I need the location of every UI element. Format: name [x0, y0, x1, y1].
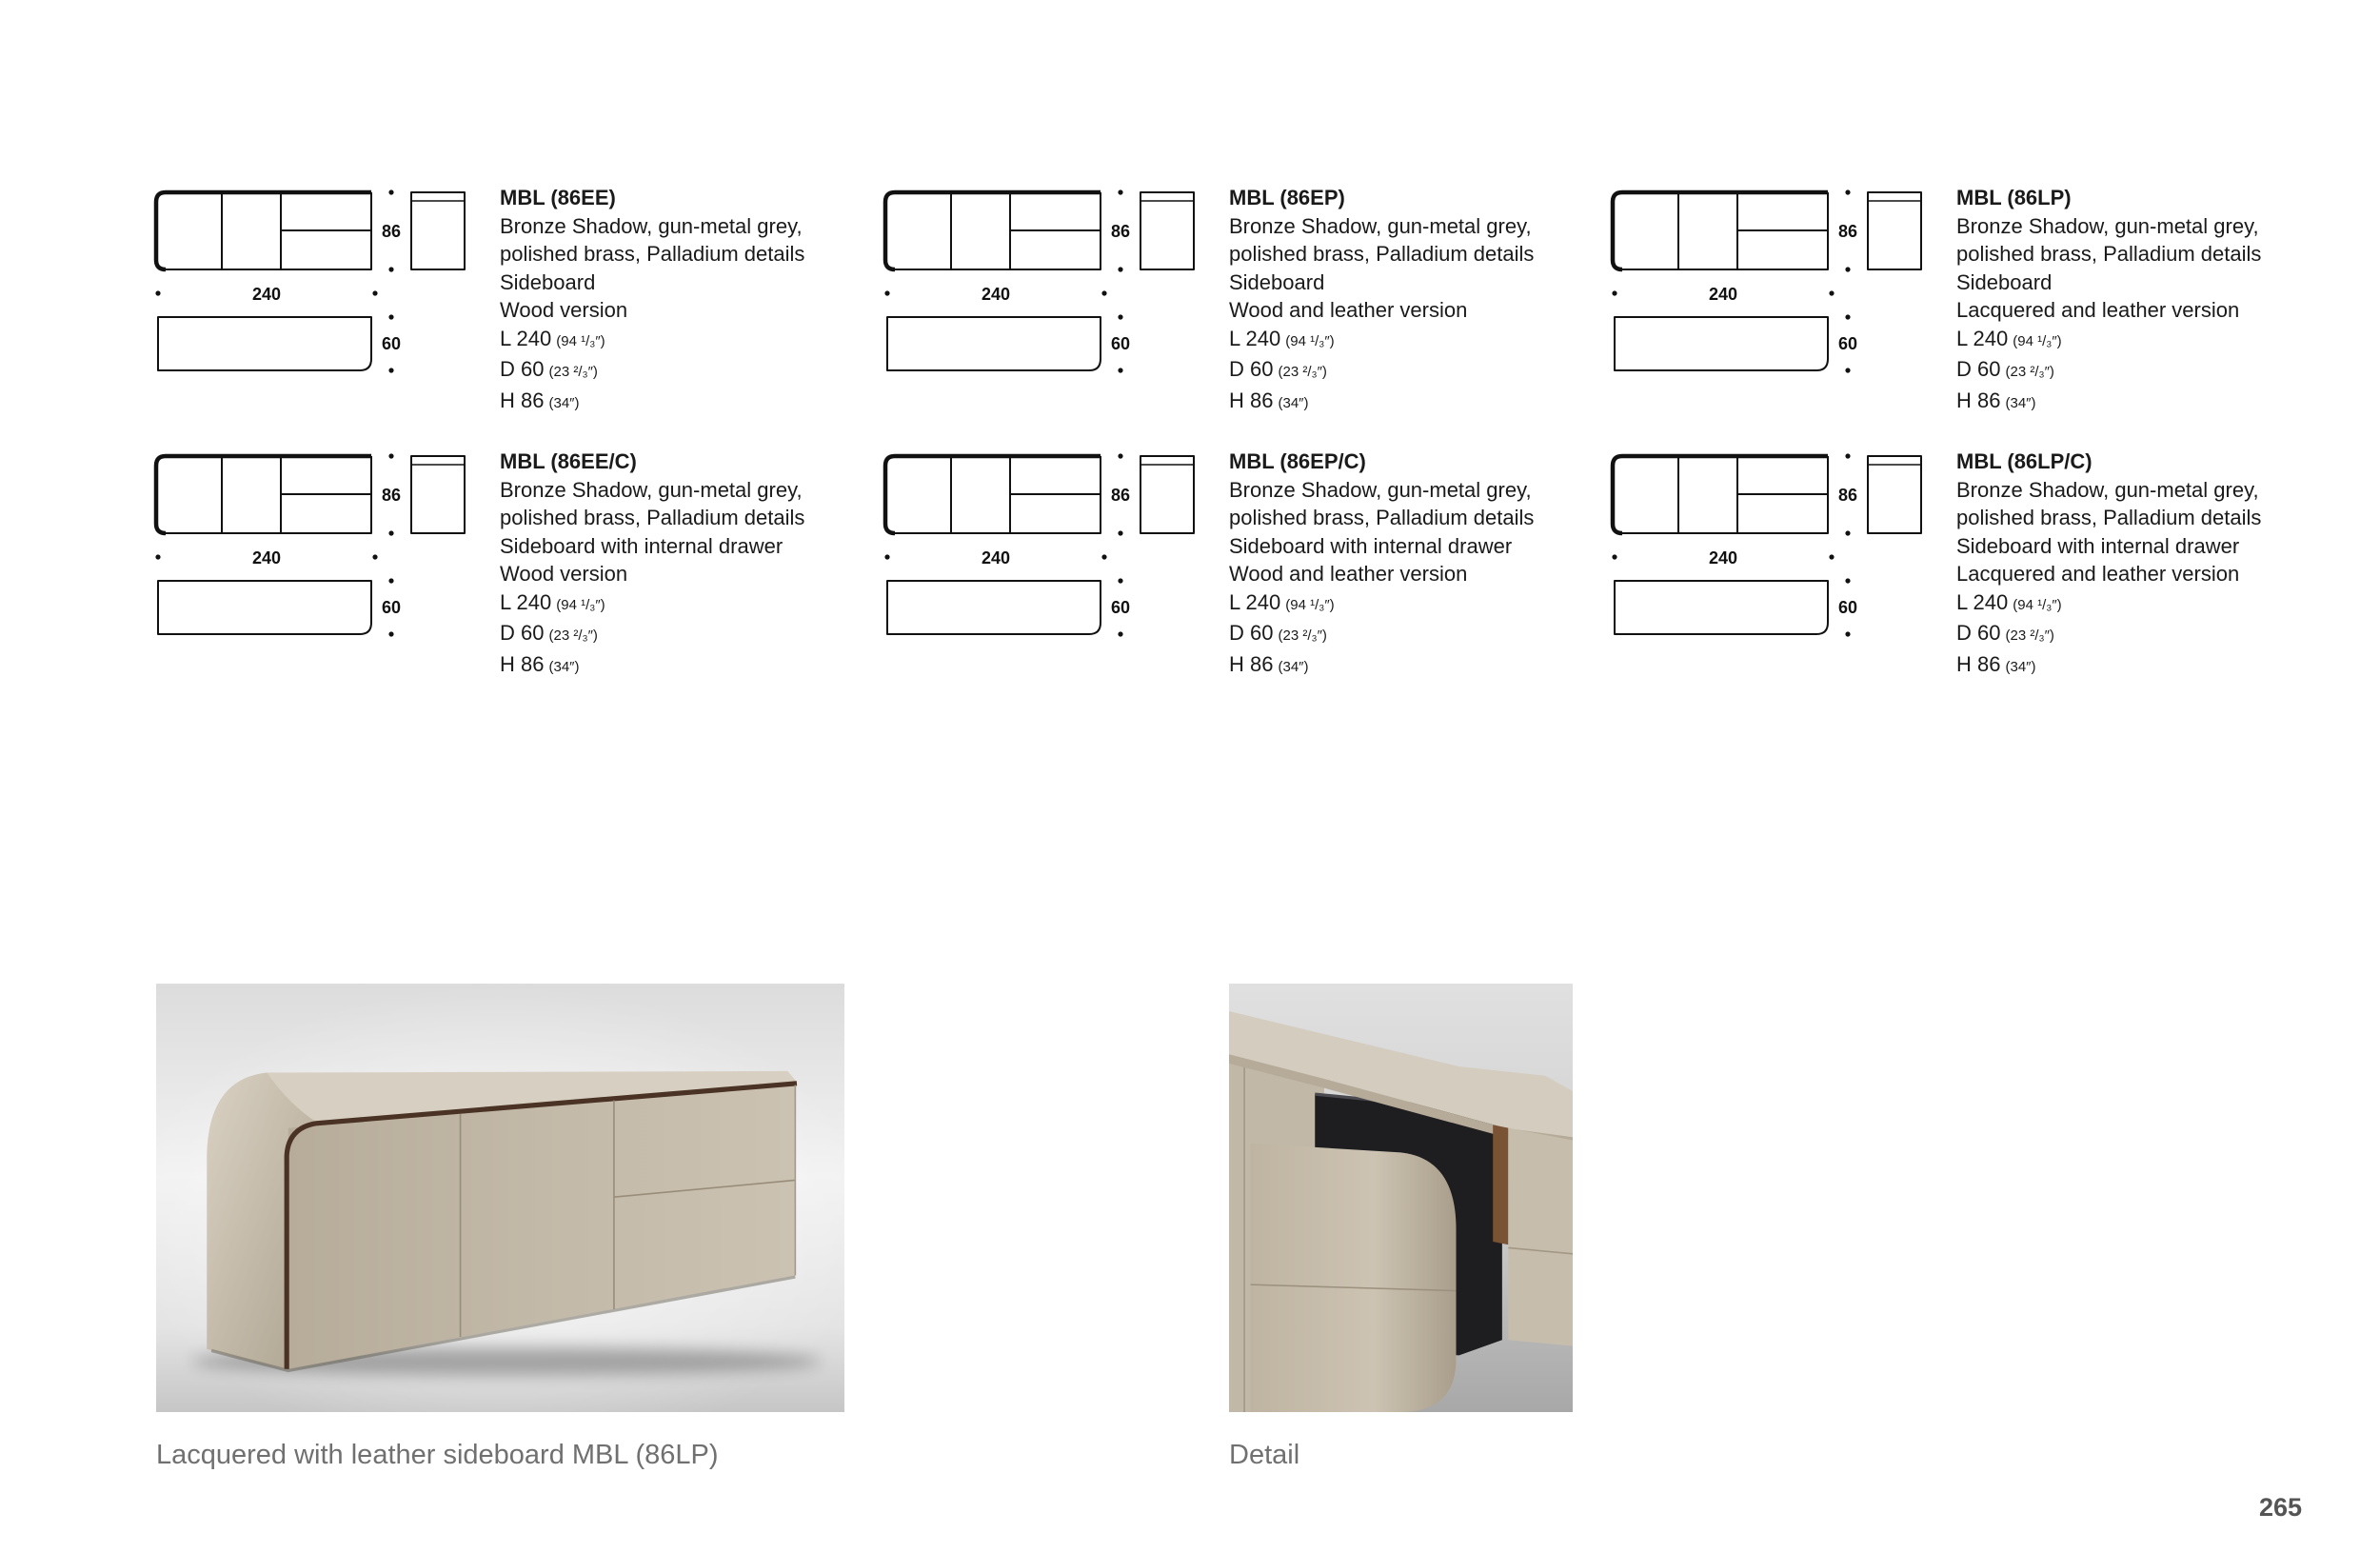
finish-line-1: Bronze Shadow, gun-metal grey,	[1229, 477, 1532, 502]
length-imperial: (94 ¹/₃″)	[556, 596, 605, 613]
product-type: Sideboard with internal drawer	[1229, 533, 1513, 558]
depth-dimension	[1229, 619, 1572, 650]
depth-dimension-label: 60	[1837, 334, 1858, 353]
brass-trim	[1493, 1125, 1508, 1244]
finish-line-2: polished brass, Palladium details	[1956, 242, 2262, 266]
depth-imperial: (23 ²/₃″)	[548, 627, 598, 644]
height-dimension	[500, 387, 843, 418]
finish-line-1: Bronze Shadow, gun-metal grey,	[500, 477, 803, 502]
length-imperial: (94 ¹/₃″)	[2013, 332, 2062, 349]
depth-dimension	[500, 619, 843, 650]
finish-line-1: Bronze Shadow, gun-metal grey,	[500, 213, 803, 238]
product-entry	[880, 184, 1575, 422]
finish-line-2: polished brass, Palladium details	[500, 506, 805, 529]
height-metric: H 86	[500, 651, 545, 676]
dimension-drawing	[150, 448, 474, 639]
product-specs	[1229, 448, 1572, 681]
sideboard-line-drawing	[884, 453, 1194, 636]
product-version: Lacquered and leather version	[1956, 562, 2240, 586]
depth-imperial: (23 ²/₃″)	[1278, 627, 1327, 644]
depth-dimension	[1229, 355, 1572, 387]
height-imperial: (34″)	[2005, 394, 2036, 411]
finish-line-2: polished brass, Palladium details	[1956, 506, 2262, 529]
product-code: MBL (86LP/C)	[1956, 449, 2092, 473]
length-dimension	[1229, 588, 1572, 620]
height-imperial: (34″)	[548, 394, 580, 411]
depth-metric: D 60	[1229, 621, 1274, 645]
product-type: Sideboard	[1229, 269, 1325, 294]
length-dimension	[500, 588, 843, 620]
length-imperial: (94 ¹/₃″)	[1285, 596, 1335, 613]
dimension-drawing	[1607, 448, 1931, 639]
length-dimension-label: 240	[251, 548, 282, 567]
finish-line-1: Bronze Shadow, gun-metal grey,	[1956, 213, 2259, 238]
sideboard-line-drawing	[1612, 189, 1921, 372]
product-type: Sideboard	[500, 269, 596, 294]
depth-imperial: (23 ²/₃″)	[548, 364, 598, 380]
product-version: Wood and leather version	[1229, 298, 1468, 322]
product-code: MBL (86EP)	[1229, 186, 1345, 209]
height-dimension	[500, 650, 843, 682]
height-metric: H 86	[1956, 388, 2001, 412]
product-type: Sideboard with internal drawer	[500, 533, 783, 558]
depth-dimension	[1956, 355, 2299, 387]
height-dimension-label: 86	[1110, 222, 1131, 241]
length-dimension	[1956, 588, 2299, 620]
dimension-drawing	[1607, 185, 1931, 375]
depth-metric: D 60	[500, 357, 545, 381]
depth-metric: D 60	[1956, 621, 2001, 645]
length-dimension-label: 240	[1708, 548, 1738, 567]
detail-photo	[1229, 984, 1573, 1412]
sideboard-line-drawing	[884, 189, 1194, 372]
product-specs	[1956, 184, 2299, 417]
height-dimension	[1229, 387, 1572, 418]
drawer-front	[1251, 1144, 1457, 1412]
dimension-drawing	[880, 185, 1203, 375]
depth-dimension-label: 60	[1110, 334, 1131, 353]
depth-dimension-label: 60	[1110, 598, 1131, 617]
product-version: Wood version	[500, 298, 628, 322]
depth-imperial: (23 ²/₃″)	[1278, 364, 1327, 380]
finish-line-2: polished brass, Palladium details	[500, 242, 805, 266]
length-metric: L 240	[1956, 589, 2009, 614]
depth-imperial: (23 ²/₃″)	[2005, 627, 2054, 644]
product-version: Wood version	[500, 562, 628, 586]
depth-metric: D 60	[1956, 357, 2001, 381]
length-metric: L 240	[500, 589, 552, 614]
sideboard-line-drawing	[1612, 453, 1921, 636]
height-dimension-label: 86	[381, 486, 402, 505]
product-type: Sideboard with internal drawer	[1956, 533, 2240, 558]
depth-imperial: (23 ²/₃″)	[2005, 364, 2054, 380]
length-metric: L 240	[1229, 589, 1281, 614]
height-imperial: (34″)	[2005, 658, 2036, 675]
finish-line-2: polished brass, Palladium details	[1229, 506, 1535, 529]
product-entry	[150, 184, 845, 422]
product-specs	[500, 184, 843, 417]
length-dimension-label: 240	[981, 548, 1011, 567]
product-code: MBL (86EE)	[500, 186, 616, 209]
length-dimension	[1956, 325, 2299, 356]
detail-illustration	[1229, 984, 1573, 1412]
height-dimension	[1229, 650, 1572, 682]
length-metric: L 240	[1956, 326, 2009, 350]
length-imperial: (94 ¹/₃″)	[1285, 332, 1335, 349]
sideboard-line-drawing	[155, 453, 465, 636]
height-metric: H 86	[1956, 651, 2001, 676]
height-dimension-label: 86	[1837, 222, 1858, 241]
product-version: Lacquered and leather version	[1956, 298, 2240, 322]
dimension-drawing	[880, 448, 1203, 639]
depth-dimension-label: 60	[381, 598, 402, 617]
depth-dimension-label: 60	[1837, 598, 1858, 617]
height-imperial: (34″)	[1278, 394, 1309, 411]
length-dimension-label: 240	[251, 285, 282, 304]
sideboard-line-drawing	[155, 189, 465, 372]
height-imperial: (34″)	[548, 658, 580, 675]
height-dimension	[1956, 650, 2299, 682]
dimension-drawing	[150, 185, 474, 375]
sideboard-illustration	[156, 984, 844, 1412]
product-specs	[500, 448, 843, 681]
depth-metric: D 60	[500, 621, 545, 645]
depth-dimension	[1956, 619, 2299, 650]
product-version: Wood and leather version	[1229, 562, 1468, 586]
photo-caption: Lacquered with leather sideboard MBL (86LP)	[156, 1440, 719, 1470]
length-metric: L 240	[500, 326, 552, 350]
length-dimension-label: 240	[981, 285, 1011, 304]
height-metric: H 86	[1229, 651, 1274, 676]
product-entry	[1607, 184, 2302, 422]
finish-line-2: polished brass, Palladium details	[1229, 242, 1535, 266]
finish-line-1: Bronze Shadow, gun-metal grey,	[1956, 477, 2259, 502]
page-number: 265	[2258, 1493, 2302, 1522]
length-dimension	[500, 325, 843, 356]
finish-line-1: Bronze Shadow, gun-metal grey,	[1229, 213, 1532, 238]
height-imperial: (34″)	[1278, 658, 1309, 675]
length-imperial: (94 ¹/₃″)	[556, 332, 605, 349]
product-entry	[150, 448, 845, 686]
length-metric: L 240	[1229, 326, 1281, 350]
photo-caption: Detail	[1229, 1440, 1300, 1470]
product-code: MBL (86EE/C)	[500, 449, 637, 473]
length-imperial: (94 ¹/₃″)	[2013, 596, 2062, 613]
depth-metric: D 60	[1229, 357, 1274, 381]
height-dimension-label: 86	[1837, 486, 1858, 505]
product-type: Sideboard	[1956, 269, 2053, 294]
product-entry	[1607, 448, 2302, 686]
height-dimension	[1956, 387, 2299, 418]
length-dimension	[1229, 325, 1572, 356]
product-code: MBL (86EP/C)	[1229, 449, 1366, 473]
height-dimension-label: 86	[1110, 486, 1131, 505]
product-specs	[1956, 448, 2299, 681]
height-dimension-label: 86	[381, 222, 402, 241]
product-code: MBL (86LP)	[1956, 186, 2072, 209]
depth-dimension	[500, 355, 843, 387]
product-entry	[880, 448, 1575, 686]
product-specs	[1229, 184, 1572, 417]
depth-dimension-label: 60	[381, 334, 402, 353]
height-metric: H 86	[1229, 388, 1274, 412]
right-cabinet-body	[1508, 1128, 1573, 1346]
height-metric: H 86	[500, 388, 545, 412]
length-dimension-label: 240	[1708, 285, 1738, 304]
sideboard-photo	[156, 984, 844, 1412]
